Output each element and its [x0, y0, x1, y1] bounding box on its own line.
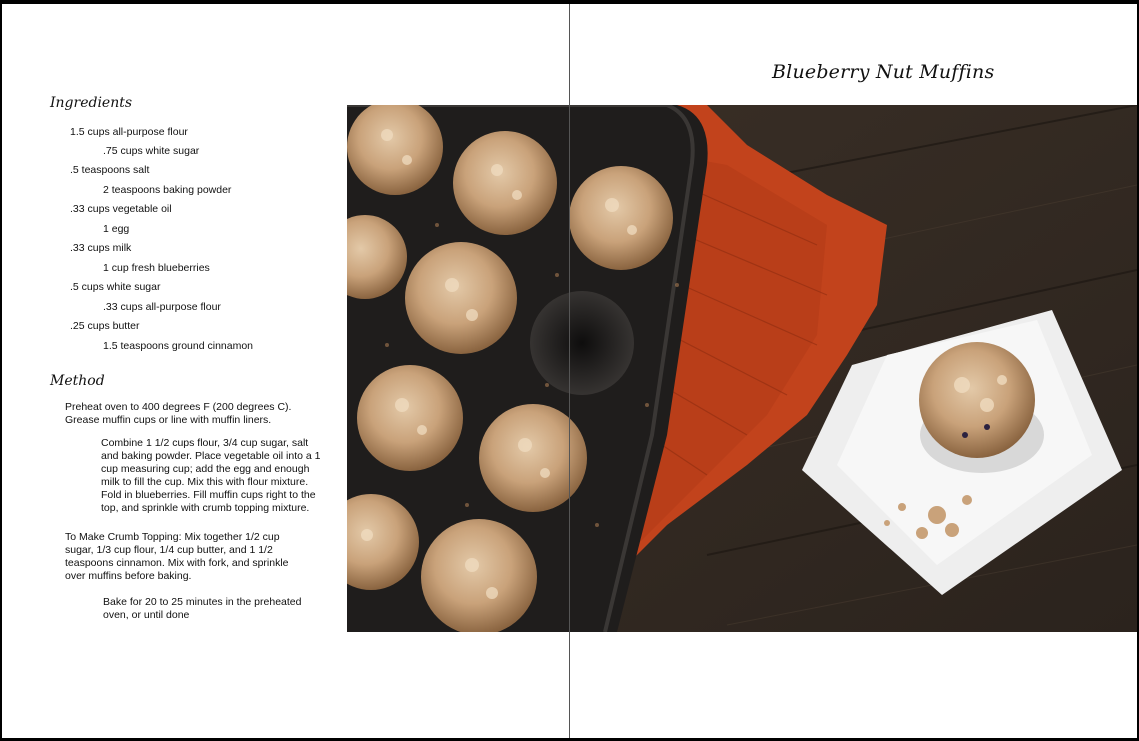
page-gutter — [569, 4, 570, 738]
method-step: Preheat oven to 400 degrees F (200 degrees C). Grease muffin cups or line with muffin liners. — [65, 401, 292, 426]
method-step: To Make Crumb Topping: Mix together 1/2 cup sugar, 1/3 cup flour, 1/4 cup butter, and 1 1/2 teaspoons cinnamon. Mix with fork, and sprinkle over muffins before baking. — [65, 531, 289, 582]
ingredient-item: .5 teaspoons salt — [70, 164, 150, 176]
ingredient-item: .33 cups vegetable oil — [70, 203, 172, 215]
ingredient-item: 1.5 cups all-purpose flour — [70, 126, 188, 138]
ingredient-item: 1.5 teaspoons ground cinnamon — [103, 340, 254, 352]
method-heading: Method — [50, 373, 105, 389]
ingredients-heading: Ingredients — [50, 95, 133, 111]
ingredient-item: .5 cups white sugar — [70, 281, 161, 293]
ingredient-item: .33 cups all-purpose flour — [103, 301, 221, 313]
muffin-photo — [347, 105, 1137, 632]
ingredient-item: .75 cups white sugar — [103, 145, 200, 157]
single-muffin — [919, 342, 1035, 458]
method-step: Bake for 20 to 25 minutes in the preheated oven, or until done — [103, 596, 302, 621]
ingredient-item: .33 cups milk — [70, 242, 132, 254]
ingredient-item: 2 teaspoons baking powder — [103, 184, 232, 196]
recipe-title: Blueberry Nut Muffins — [772, 61, 995, 83]
empty-muffin-cup — [530, 291, 634, 395]
ingredient-item: 1 cup fresh blueberries — [103, 262, 210, 274]
recipe-spread — [2, 4, 1137, 738]
muffin-photo-illustration — [347, 105, 1137, 632]
ingredient-item: .25 cups butter — [70, 320, 140, 332]
method-step: Combine 1 1/2 cups flour, 3/4 cup sugar, salt and baking powder. Place vegetable oil into a 1 cup measuring cup; add the egg and enough milk to fill the cup. Mix this with flour mixture. Fold in blueberries. Fill muffin cups right to the top, and sprinkle with crumb topping mixture. — [101, 437, 321, 514]
ingredient-item: 1 egg — [103, 223, 130, 235]
